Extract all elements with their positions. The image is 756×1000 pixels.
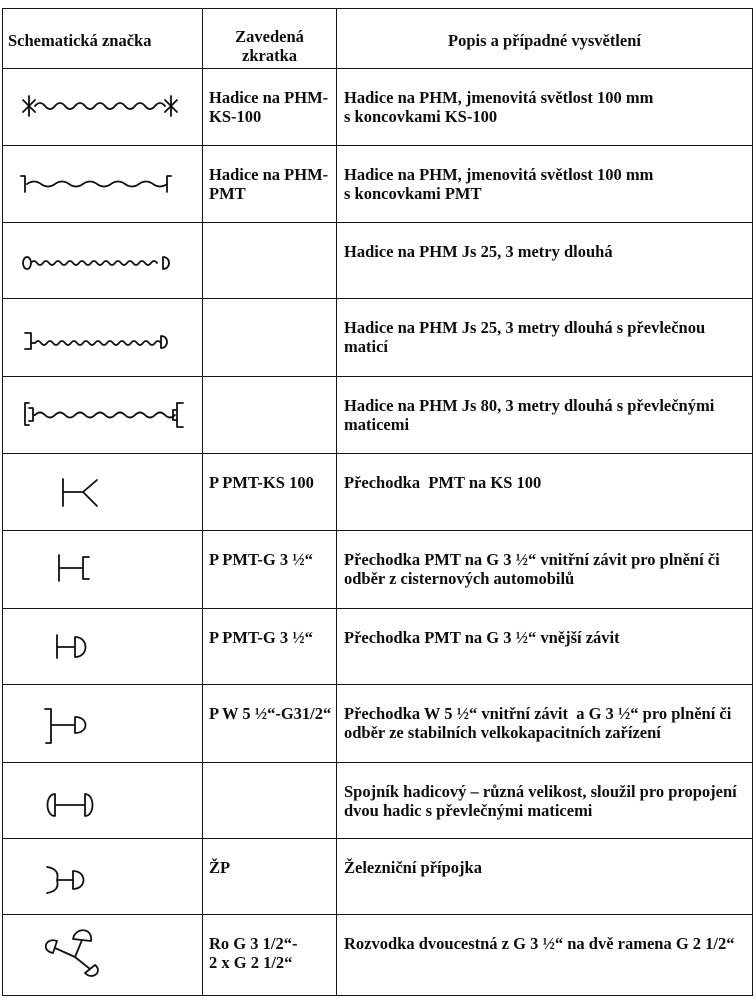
row-2-abbr-line-2: PMT	[209, 184, 246, 203]
row-8-symbol-cell	[3, 609, 203, 685]
row-1-desc-line-2: s koncovkami KS-100	[344, 107, 498, 126]
row-2-abbr-cell	[203, 146, 337, 223]
adapter-pmt-ks-icon	[3, 454, 203, 530]
header-desc-label: Popis a případné vysvětlení	[448, 31, 641, 50]
row-1-desc-cell	[337, 69, 753, 146]
row-2-desc-line-2: s koncovkami PMT	[344, 184, 482, 203]
row-12-abbr-cell	[203, 915, 337, 996]
hose-coupler-icon	[3, 763, 203, 838]
row-12-desc-cell	[337, 915, 753, 996]
row-1-desc-line-1: Hadice na PHM, jmenovitá světlost 100 mm	[344, 88, 654, 107]
row-6-symbol-cell	[3, 454, 203, 531]
hose-ks-100-icon	[3, 69, 203, 145]
row-5-symbol-cell	[3, 377, 203, 454]
row-1-abbr-line-1: Hadice na PHM-	[209, 88, 329, 107]
row-6-desc-cell	[337, 454, 753, 531]
row-11-abbr-line-1: ŽP	[209, 858, 231, 877]
row-7-desc-cell	[337, 531, 753, 609]
row-7-abbr-cell	[203, 531, 337, 609]
row-6-desc-line-1: Přechodka PMT na KS 100	[344, 473, 542, 492]
row-6-abbr-cell	[203, 454, 337, 531]
row-4-symbol-cell	[3, 299, 203, 377]
header-abbr-label-line-1: Zavedená	[235, 27, 304, 46]
row-2-desc-line-1: Hadice na PHM, jmenovitá světlost 100 mm	[344, 165, 654, 184]
row-9-desc-cell	[337, 685, 753, 763]
row-1-abbr-cell	[203, 69, 337, 146]
row-5-abbr-cell	[203, 377, 337, 454]
row-11-symbol-cell	[3, 839, 203, 915]
row-9-symbol-cell	[3, 685, 203, 763]
row-7-symbol-cell	[3, 531, 203, 609]
row-3-symbol-cell	[3, 223, 203, 299]
row-7-abbr-line-1: P PMT-G 3 ½“	[209, 550, 313, 569]
row-2-abbr-line-1: Hadice na PHM-	[209, 165, 329, 184]
row-10-desc-line-1: Spojník hadicový – různá velikost, sloužil pro propojení	[344, 782, 737, 801]
header-abbr-cell	[203, 9, 337, 69]
row-7-desc-line-1: Přechodka PMT na G 3 ½“ vnitřní závit pro plnění či	[344, 550, 720, 569]
row-11-desc-cell	[337, 839, 753, 915]
row-5-desc-line-2: maticemi	[344, 415, 410, 434]
header-desc-cell	[337, 9, 753, 69]
row-4-abbr-cell	[203, 299, 337, 377]
hose-js25-icon	[3, 223, 203, 298]
hose-pmt-icon	[3, 146, 203, 222]
row-11-abbr-cell	[203, 839, 337, 915]
row-3-abbr-cell	[203, 223, 337, 299]
row-8-desc-cell	[337, 609, 753, 685]
row-9-abbr-line-1: P W 5 ½“-G31/2“	[209, 704, 332, 723]
rail-connection-icon	[3, 839, 203, 914]
row-9-desc-line-1: Přechodka W 5 ½“ vnitřní závit a G 3 ½“ pro plnění či	[344, 704, 732, 723]
row-10-abbr-cell	[203, 763, 337, 839]
row-1-abbr-line-2: KS-100	[209, 107, 262, 126]
row-12-abbr-line-2: 2 x G 2 1/2“	[209, 953, 293, 972]
row-4-desc-line-2: maticí	[344, 337, 388, 356]
adapter-pmt-g-outer-icon	[3, 609, 203, 684]
hose-js80-nuts-icon	[3, 377, 203, 453]
row-10-desc-line-2: dvou hadic s převlečnými maticemi	[344, 801, 593, 820]
row-10-desc-cell	[337, 763, 753, 839]
row-3-desc-line-1: Hadice na PHM Js 25, 3 metry dlouhá	[344, 242, 613, 261]
row-3-desc-cell	[337, 223, 753, 299]
header-symbol-cell	[3, 9, 203, 69]
row-4-desc-cell	[337, 299, 753, 377]
header-symbol-label: Schematická značka	[8, 31, 152, 50]
row-12-desc-line-1: Rozvodka dvoucestná z G 3 ½“ na dvě ramena G 2 1/2“	[344, 934, 735, 953]
row-9-abbr-cell	[203, 685, 337, 763]
row-6-abbr-line-1: P PMT-KS 100	[209, 473, 314, 492]
hose-js25-nut-icon	[3, 299, 203, 376]
row-11-desc-line-1: Železniční přípojka	[344, 858, 482, 877]
adapter-pmt-g-inner-icon	[3, 531, 203, 608]
symbols-table	[2, 8, 753, 996]
header-abbr-label-line-2: zkratka	[242, 46, 297, 65]
two-way-splitter-icon	[3, 915, 203, 995]
row-12-symbol-cell	[3, 915, 203, 996]
row-8-abbr-line-1: P PMT-G 3 ½“	[209, 628, 313, 647]
row-5-desc-cell	[337, 377, 753, 454]
row-10-symbol-cell	[3, 763, 203, 839]
row-1-symbol-cell	[3, 69, 203, 146]
row-8-desc-line-1: Přechodka PMT na G 3 ½“ vnější závit	[344, 628, 620, 647]
row-7-desc-line-2: odběr z cisternových automobilů	[344, 569, 575, 588]
row-8-abbr-cell	[203, 609, 337, 685]
row-2-desc-cell	[337, 146, 753, 223]
row-4-desc-line-1: Hadice na PHM Js 25, 3 metry dlouhá s převlečnou	[344, 318, 706, 337]
adapter-w-g-icon	[3, 685, 203, 762]
row-5-desc-line-1: Hadice na PHM Js 80, 3 metry dlouhá s převlečnými	[344, 396, 715, 415]
row-12-abbr-line-1: Ro G 3 1/2“-	[209, 934, 298, 953]
row-9-desc-line-2: odběr ze stabilních velkokapacitních zařízení	[344, 723, 661, 742]
row-2-symbol-cell	[3, 146, 203, 223]
